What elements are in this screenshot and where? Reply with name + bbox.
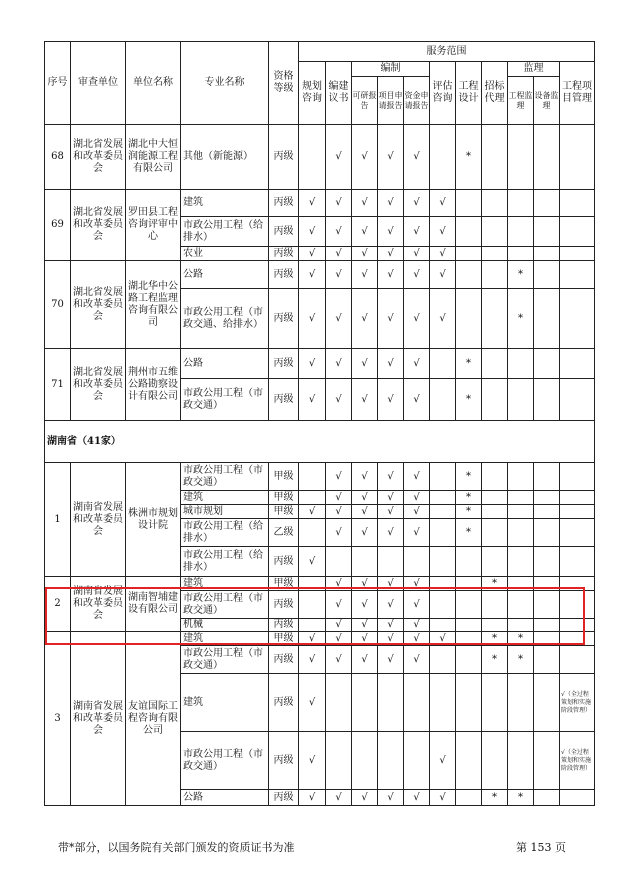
check-mark: √	[326, 261, 352, 289]
check-mark: √	[352, 591, 378, 619]
check-mark: √	[378, 125, 404, 190]
mgmt-note: √（全过程策划和实施阶段管理）	[560, 674, 595, 732]
specialty-name: 建筑	[181, 632, 269, 646]
specialty-name: 市政公用工程（市政交通、给排水）	[181, 289, 269, 349]
header-compile: 编制	[352, 62, 430, 77]
specialty-name: 建筑	[181, 674, 269, 732]
grade: 甲级	[269, 491, 299, 505]
check-mark: √	[326, 619, 352, 632]
check-mark: √	[299, 289, 326, 349]
header-tender-agent: 招标代理	[482, 62, 508, 125]
check-mark: √	[378, 632, 404, 646]
check-mark: √	[326, 519, 352, 547]
check-mark: √	[378, 577, 404, 591]
check-mark: √	[378, 261, 404, 289]
check-mark: √	[326, 247, 352, 261]
grade: 甲级	[269, 577, 299, 591]
check-mark: √	[352, 289, 378, 349]
specialty-name: 市政公用工程（给排水）	[181, 547, 269, 577]
specialty-name: 市政公用工程（给排水）	[181, 519, 269, 547]
specialty-name: 农业	[181, 247, 269, 261]
unit-name: 友谊国际工程咨询有限公司	[126, 632, 181, 806]
check-mark: √	[378, 247, 404, 261]
reviewer-name: 湖北省发展和改革委员会	[71, 261, 126, 349]
province-row	[45, 421, 595, 463]
check-mark: √	[404, 646, 430, 674]
check-mark: √	[378, 379, 404, 421]
check-mark: √	[404, 632, 430, 646]
check-mark: √	[299, 379, 326, 421]
reviewer-name: 湖南省发展和改革委员会	[71, 577, 126, 632]
star-mark: *	[508, 790, 534, 806]
check-mark: √	[378, 217, 404, 247]
star-mark: *	[482, 632, 508, 646]
check-mark: √	[404, 190, 430, 217]
province-heading: 湖南省（41家）	[45, 421, 595, 463]
check-mark: √	[352, 217, 378, 247]
grade: 甲级	[269, 632, 299, 646]
check-mark: √	[326, 577, 352, 591]
check-mark: √	[352, 379, 378, 421]
check-mark: √	[404, 289, 430, 349]
check-mark: √	[299, 790, 326, 806]
header-fund-apply: 资金申请报告	[404, 77, 430, 125]
grade: 丙级	[269, 125, 299, 190]
specialty-name: 市政公用工程（市政交通）	[181, 646, 269, 674]
check-mark: √	[299, 632, 326, 646]
check-mark: √	[378, 619, 404, 632]
specialty-name: 市政公用工程（市政交通）	[181, 463, 269, 491]
check-mark: √	[430, 261, 456, 289]
reviewer-name: 湖北省发展和改革委员会	[71, 125, 126, 190]
check-mark: √	[326, 217, 352, 247]
grade: 丙级	[269, 790, 299, 806]
check-mark: √	[352, 577, 378, 591]
unit-name: 湖北中大恒润能源工程有限公司	[126, 125, 181, 190]
check-mark: √	[326, 790, 352, 806]
star-mark: *	[456, 125, 482, 190]
table-row	[45, 125, 595, 190]
check-mark: √	[326, 379, 352, 421]
check-mark: √	[378, 591, 404, 619]
star-mark: *	[482, 790, 508, 806]
star-mark: *	[508, 289, 534, 349]
check-mark: √	[378, 519, 404, 547]
qualification-table-sheet	[44, 41, 595, 806]
check-mark: √	[299, 547, 326, 577]
check-mark: √	[404, 379, 430, 421]
check-mark: √	[299, 261, 326, 289]
unit-name: 株洲市规划设计院	[126, 463, 181, 577]
header-project-apply: 项目申请报告	[378, 77, 404, 125]
star-mark: *	[456, 379, 482, 421]
check-mark: √	[326, 505, 352, 519]
check-mark: √	[404, 505, 430, 519]
reviewer-name: 湖南省发展和改革委员会	[71, 632, 126, 806]
header-supervision: 监理	[508, 62, 560, 77]
unit-name: 湖北华中公路工程监理咨询有限公司	[126, 261, 181, 349]
specialty-name: 建筑	[181, 577, 269, 591]
unit-name: 罗田县工程咨询评审中心	[126, 190, 181, 261]
grade: 乙级	[269, 519, 299, 547]
check-mark: √	[404, 463, 430, 491]
grade: 丙级	[269, 190, 299, 217]
check-mark: √	[326, 349, 352, 379]
check-mark: √	[352, 505, 378, 519]
grade: 丙级	[269, 379, 299, 421]
star-mark: *	[482, 577, 508, 591]
row-no: 70	[45, 261, 71, 349]
row-no: 68	[45, 125, 71, 190]
check-mark: √	[352, 125, 378, 190]
header-equip-supervision: 设备监理	[534, 77, 560, 125]
check-mark: √	[404, 491, 430, 505]
check-mark: √	[430, 632, 456, 646]
check-mark: √	[404, 349, 430, 379]
specialty-name: 机械	[181, 619, 269, 632]
check-mark: √	[378, 646, 404, 674]
check-mark: √	[378, 463, 404, 491]
check-mark: √	[430, 247, 456, 261]
check-mark: √	[404, 790, 430, 806]
reviewer-name: 湖北省发展和改革委员会	[71, 349, 126, 421]
check-mark: √	[352, 349, 378, 379]
star-mark: *	[456, 519, 482, 547]
check-mark: √	[378, 491, 404, 505]
header-specialty: 专业名称	[181, 42, 269, 125]
check-mark: √	[378, 289, 404, 349]
star-mark: *	[482, 646, 508, 674]
table-row	[45, 349, 595, 379]
check-mark: √	[299, 349, 326, 379]
check-mark: √	[352, 247, 378, 261]
specialty-name: 市政公用工程（市政交通）	[181, 379, 269, 421]
header-prep-proposal: 编建议书	[326, 62, 352, 125]
header-eval-consult: 评估咨询	[430, 62, 456, 125]
check-mark: √	[352, 519, 378, 547]
grade: 丙级	[269, 646, 299, 674]
reviewer-name: 湖北省发展和改革委员会	[71, 190, 126, 261]
specialty-name: 公路	[181, 261, 269, 289]
check-mark: √	[326, 591, 352, 619]
star-mark: *	[456, 463, 482, 491]
check-mark: √	[404, 125, 430, 190]
check-mark: √	[352, 619, 378, 632]
check-mark: √	[299, 190, 326, 217]
specialty-name: 建筑	[181, 190, 269, 217]
check-mark: √	[299, 674, 326, 732]
unit-name: 湖南智埔建设有限公司	[126, 577, 181, 632]
check-mark: √	[430, 190, 456, 217]
grade: 丙级	[269, 349, 299, 379]
header-grade: 资格等级	[269, 42, 299, 125]
row-no: 3	[45, 632, 71, 806]
check-mark: √	[430, 289, 456, 349]
grade: 丙级	[269, 547, 299, 577]
check-mark: √	[326, 190, 352, 217]
check-mark: √	[378, 190, 404, 217]
check-mark: √	[404, 577, 430, 591]
check-mark: √	[326, 463, 352, 491]
check-mark: √	[378, 505, 404, 519]
check-mark: √	[404, 519, 430, 547]
qualification-table	[44, 41, 595, 806]
check-mark: √	[404, 261, 430, 289]
header-feasibility: 可研报告	[352, 77, 378, 125]
header-service-scope: 服务范围	[299, 42, 595, 62]
header-reviewer: 审查单位	[71, 42, 126, 125]
check-mark: √	[326, 491, 352, 505]
grade: 甲级	[269, 463, 299, 491]
specialty-name: 其他（新能源）	[181, 125, 269, 190]
check-mark: √	[326, 646, 352, 674]
grade: 丙级	[269, 217, 299, 247]
specialty-name: 公路	[181, 349, 269, 379]
reviewer-name: 湖南省发展和改革委员会	[71, 463, 126, 577]
specialty-name: 市政公用工程（市政交通）	[181, 732, 269, 790]
grade: 丙级	[269, 674, 299, 732]
table-row	[45, 463, 595, 491]
check-mark: √	[378, 790, 404, 806]
footer-note: 带*部分，以国务院有关部门颁发的资质证书为准	[58, 841, 295, 854]
check-mark: √	[352, 190, 378, 217]
check-mark: √	[404, 247, 430, 261]
check-mark: √	[299, 247, 326, 261]
check-mark: √	[404, 619, 430, 632]
header-seq: 序号	[45, 42, 71, 125]
header-unit: 单位名称	[126, 42, 181, 125]
grade: 丙级	[269, 591, 299, 619]
table-row	[45, 190, 595, 217]
check-mark: √	[404, 217, 430, 247]
row-no: 1	[45, 463, 71, 577]
check-mark: √	[326, 125, 352, 190]
star-mark: *	[508, 646, 534, 674]
star-mark: *	[456, 349, 482, 379]
table-row	[45, 261, 595, 289]
check-mark: √	[326, 289, 352, 349]
star-mark: *	[456, 505, 482, 519]
mgmt-note: √（全过程策划和实施阶段管理）	[560, 732, 595, 790]
page-number: 第 153 页	[516, 841, 566, 854]
grade: 丙级	[269, 619, 299, 632]
grade: 丙级	[269, 247, 299, 261]
header-eng-design: 工程设计	[456, 62, 482, 125]
check-mark: √	[299, 217, 326, 247]
header-eng-supervision: 工程监理	[508, 77, 534, 125]
check-mark: √	[352, 463, 378, 491]
grade: 丙级	[269, 289, 299, 349]
grade: 丙级	[269, 732, 299, 790]
check-mark: √	[430, 217, 456, 247]
table-row	[45, 632, 595, 646]
check-mark: √	[326, 632, 352, 646]
table-row	[45, 577, 595, 591]
check-mark: √	[430, 732, 456, 790]
unit-name: 荆州市五维公路勘察设计有限公司	[126, 349, 181, 421]
grade: 丙级	[269, 261, 299, 289]
check-mark: √	[352, 790, 378, 806]
star-mark: *	[508, 261, 534, 289]
check-mark: √	[430, 790, 456, 806]
check-mark: √	[404, 591, 430, 619]
check-mark: √	[299, 505, 326, 519]
row-no: 69	[45, 190, 71, 261]
header-plan-consult: 规划咨询	[299, 62, 326, 125]
check-mark: √	[299, 646, 326, 674]
check-mark: √	[352, 646, 378, 674]
header-proj-mgmt: 工程项目管理	[560, 62, 595, 125]
specialty-name: 城市规划	[181, 505, 269, 519]
specialty-name: 公路	[181, 790, 269, 806]
check-mark: √	[352, 491, 378, 505]
specialty-name: 建筑	[181, 491, 269, 505]
check-mark: √	[352, 632, 378, 646]
star-mark: *	[508, 632, 534, 646]
check-mark: √	[378, 349, 404, 379]
row-no: 71	[45, 349, 71, 421]
check-mark: √	[352, 261, 378, 289]
star-mark: *	[456, 491, 482, 505]
specialty-name: 市政公用工程（市政交通）	[181, 591, 269, 619]
grade: 甲级	[269, 505, 299, 519]
check-mark: √	[299, 732, 326, 790]
row-no: 2	[45, 577, 71, 632]
specialty-name: 市政公用工程（给排水）	[181, 217, 269, 247]
